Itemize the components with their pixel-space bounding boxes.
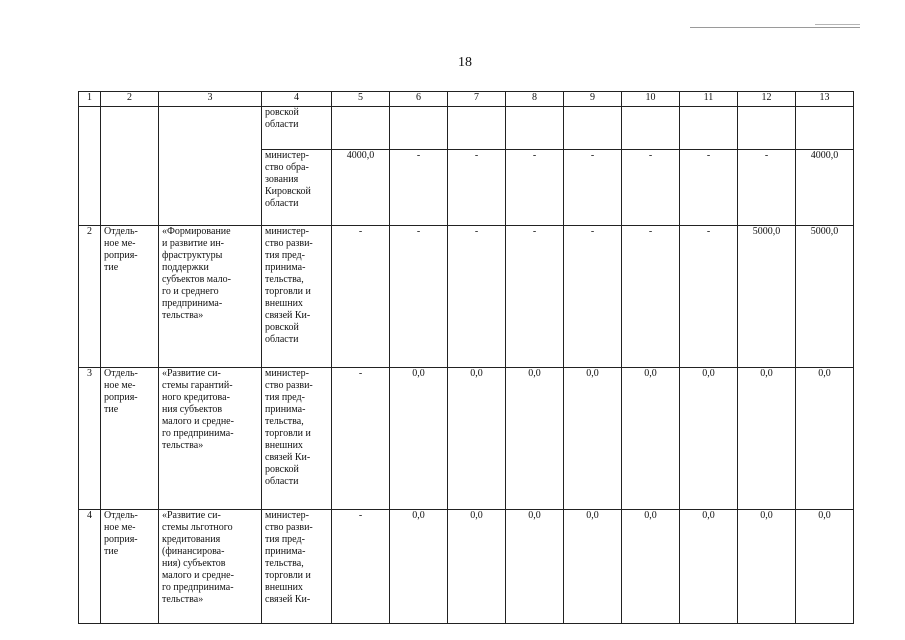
activity-name-text: «Развитие си- стемы льготного кредитования (финансирова- ния) субъектов малого и средне- го предпринима- тельства» <box>162 510 234 605</box>
value-cell: - <box>506 150 564 226</box>
value-cell: - <box>564 226 622 368</box>
value-cell: - <box>448 226 506 368</box>
header-cell: 2 <box>101 92 159 107</box>
value-cell <box>448 107 506 150</box>
header-cell: 1 <box>79 92 101 107</box>
header-cell: 4 <box>262 92 332 107</box>
value-cell: 0,0 <box>390 510 448 624</box>
table-row <box>79 107 854 150</box>
value-cell: 0,0 <box>390 368 448 510</box>
value-cell: - <box>332 226 390 368</box>
value-cell <box>680 107 738 150</box>
activity-type-text: Отдель- ное ме- роприя- тие <box>104 368 138 415</box>
value-cell: 0,0 <box>506 368 564 510</box>
header-cell: 13 <box>796 92 854 107</box>
activity-name-cell <box>159 226 262 368</box>
activity-type-cell <box>101 107 159 226</box>
value-cell: - <box>332 510 390 624</box>
executor-cell <box>262 368 332 510</box>
value-cell: 0,0 <box>680 510 738 624</box>
value-cell <box>332 107 390 150</box>
activity-type-cell <box>101 226 159 368</box>
activity-name-cell <box>159 510 262 624</box>
table-row <box>79 510 854 624</box>
value-cell <box>564 107 622 150</box>
value-cell: - <box>622 150 680 226</box>
header-cell: 12 <box>738 92 796 107</box>
executor-cell <box>262 107 332 150</box>
header-cell: 3 <box>159 92 262 107</box>
value-cell: - <box>680 226 738 368</box>
value-cell: - <box>738 150 796 226</box>
value-cell: - <box>506 226 564 368</box>
value-cell: - <box>332 368 390 510</box>
table-row <box>79 226 854 368</box>
executor-cell <box>262 150 332 226</box>
value-cell <box>506 107 564 150</box>
header-cell: 11 <box>680 92 738 107</box>
header-cell: 9 <box>564 92 622 107</box>
budget-table <box>78 91 854 624</box>
scan-artifact-line <box>690 27 860 28</box>
activity-type-text: Отдель- ное ме- роприя- тие <box>104 510 138 557</box>
value-cell: 0,0 <box>506 510 564 624</box>
value-cell: 0,0 <box>622 368 680 510</box>
value-cell: 0,0 <box>796 510 854 624</box>
executor-text: ровской области <box>265 107 299 130</box>
value-cell: - <box>448 150 506 226</box>
executor-text: министер- ство разви- тия пред- принима- тельства, торговли и внешних связей Ки- ровской области <box>265 368 313 487</box>
header-cell: 7 <box>448 92 506 107</box>
row-number-cell: 3 <box>79 368 101 510</box>
value-cell: 0,0 <box>796 368 854 510</box>
value-cell <box>738 107 796 150</box>
executor-cell <box>262 226 332 368</box>
activity-type-text: Отдель- ное ме- роприя- тие <box>104 226 138 273</box>
value-cell: - <box>680 150 738 226</box>
header-cell: 8 <box>506 92 564 107</box>
value-cell: 4000,0 <box>332 150 390 226</box>
scan-artifact-line <box>815 24 860 25</box>
value-cell: 0,0 <box>622 510 680 624</box>
table-row <box>79 368 854 510</box>
activity-type-cell <box>101 368 159 510</box>
executor-text: министер- ство разви- тия пред- принима- тельства, торговли и внешних связей Ки- <box>265 510 313 605</box>
header-cell: 5 <box>332 92 390 107</box>
value-cell: 4000,0 <box>796 150 854 226</box>
activity-name-text: «Развитие си- стемы гарантий- ного кредитова- ния субъектов малого и средне- го предпринима- тельства» <box>162 368 234 451</box>
executor-text: министер- ство разви- тия пред- принима- тельства, торговли и внешних связей Ки- ровской области <box>265 226 313 345</box>
value-cell: 5000,0 <box>738 226 796 368</box>
activity-type-cell <box>101 510 159 624</box>
activity-name-text: «Формирование и развитие ин- фраструктуры поддержки субъектов мало- го и среднего предпринима- тельства» <box>162 226 231 321</box>
row-number-cell: 4 <box>79 510 101 624</box>
value-cell: 0,0 <box>738 368 796 510</box>
header-cell: 10 <box>622 92 680 107</box>
value-cell: 0,0 <box>680 368 738 510</box>
activity-name-cell <box>159 368 262 510</box>
page-number: 18 <box>458 55 472 70</box>
value-cell: - <box>622 226 680 368</box>
header-cell: 6 <box>390 92 448 107</box>
value-cell: 0,0 <box>564 510 622 624</box>
value-cell: 5000,0 <box>796 226 854 368</box>
value-cell: 0,0 <box>564 368 622 510</box>
row-number-cell <box>79 107 101 226</box>
value-cell: - <box>390 150 448 226</box>
value-cell: 0,0 <box>738 510 796 624</box>
value-cell: - <box>564 150 622 226</box>
header-row <box>79 92 854 107</box>
value-cell <box>390 107 448 150</box>
value-cell <box>622 107 680 150</box>
value-cell <box>796 107 854 150</box>
executor-text: министер- ство обра- зования Кировской области <box>265 150 311 209</box>
activity-name-cell <box>159 107 262 226</box>
value-cell: 0,0 <box>448 368 506 510</box>
row-number-cell: 2 <box>79 226 101 368</box>
value-cell: 0,0 <box>448 510 506 624</box>
executor-cell <box>262 510 332 624</box>
value-cell: - <box>390 226 448 368</box>
